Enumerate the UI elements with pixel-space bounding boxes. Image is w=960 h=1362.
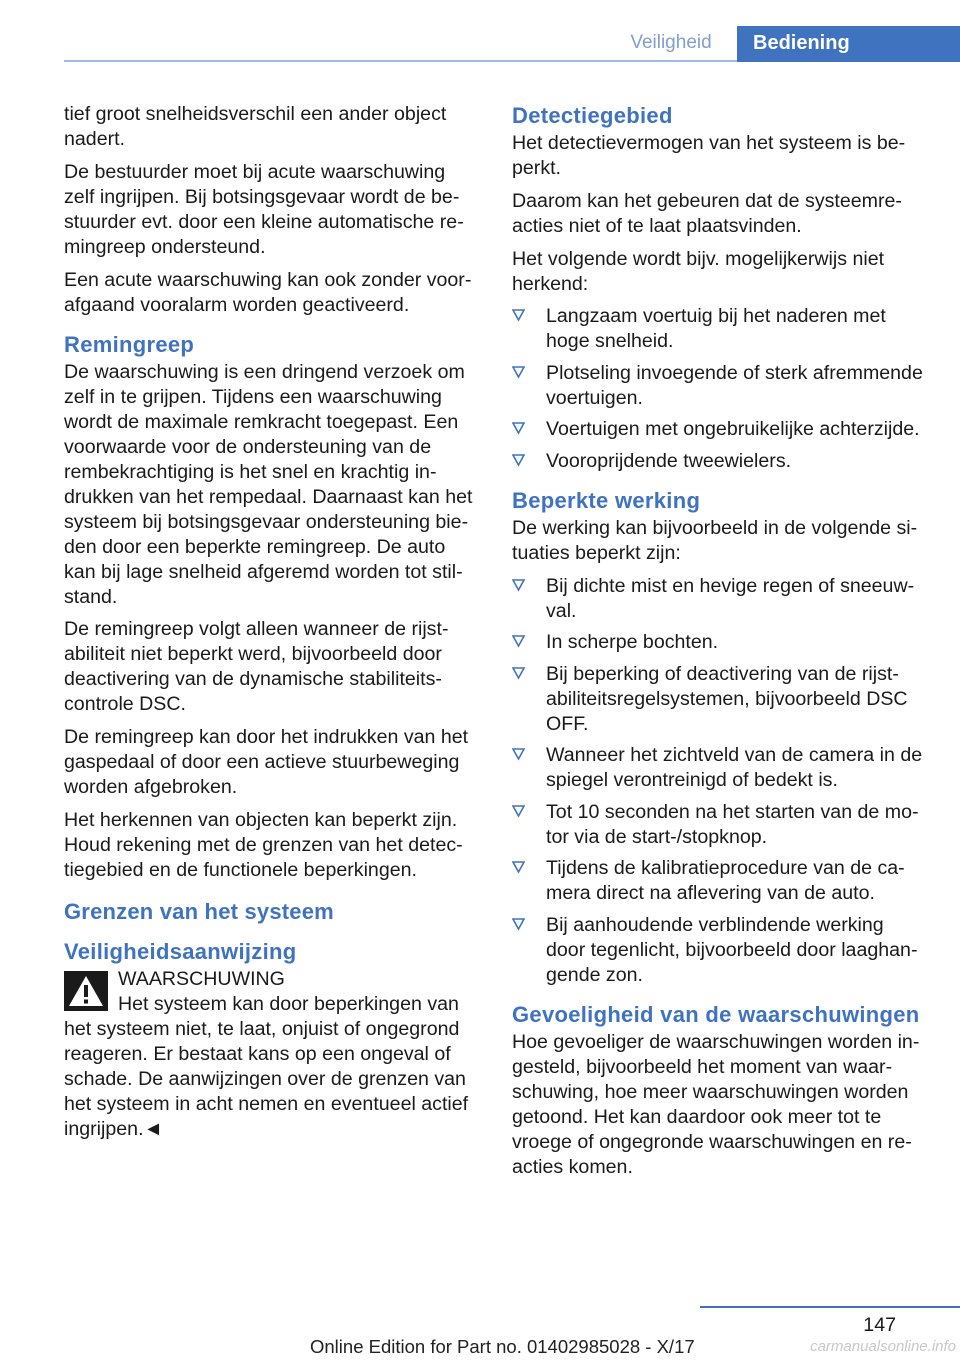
triangle-bullet-icon	[512, 746, 525, 762]
list-item-text: Bij beperking of deactivering van de rijstabiliteitsregelsystemen, bijvoorbeeld DSC OFF.	[546, 662, 908, 735]
list-item-text: Tot 10 seconden na het starten van de motor via de start-/stopknop.	[546, 800, 919, 848]
paragraph: De bestuurder moet bij acute waarschuwing zelf ingrijpen. Bij botsingsgevaar wordt de bestuurder evt. door een kleine automatische remingreep ondersteund.	[64, 160, 464, 258]
triangle-bullet-icon	[512, 665, 525, 681]
paragraph: Het detectievermogen van het systeem is beperkt.	[512, 132, 906, 179]
list-item-text: Wanneer het zichtveld van de camera in de spiegel verontreinigd of bedekt is.	[546, 744, 923, 792]
triangle-bullet-icon	[512, 577, 525, 593]
watermark: carmanualsonline.info	[810, 1338, 956, 1355]
list-item	[512, 743, 928, 793]
list-item	[512, 304, 928, 354]
paragraph: Een acute waarschuwing kan ook zonder voorafgaand vooralarm worden geactiveerd.	[64, 268, 472, 316]
triangle-bullet-icon	[512, 452, 525, 468]
paragraph: De werking kan bijvoorbeeld in de volgende situaties beperkt zijn:	[512, 516, 918, 564]
list-item	[512, 856, 928, 906]
list-item	[512, 417, 928, 442]
paragraph: Hoe gevoeliger de waarschuwingen worden ingesteld, bijvoorbeeld het moment van waarschuwing, hoe meer waarschuwingen worden getoond. Het kan daardoor ook meer tot te vroege of ongegronde waarschuwingen en reacties komen.	[512, 1030, 920, 1178]
list-item	[512, 630, 928, 655]
list-item	[512, 574, 928, 624]
list-item	[512, 913, 928, 988]
list-item-text: Bij aanhoudende verblindende werking door tegenlicht, bijvoorbeeld door laaghangende zon.	[546, 913, 918, 986]
paragraph: De remingreep kan door het indrukken van het gaspedaal of door een actieve stuurbeweging worden afgebroken.	[64, 726, 469, 799]
triangle-bullet-icon	[512, 633, 525, 649]
list-item-text: In scherpe bochten.	[546, 631, 719, 654]
right-column	[512, 102, 928, 1187]
page-number: 147	[863, 1314, 896, 1336]
triangle-bullet-icon	[512, 916, 525, 932]
list-not-detected	[512, 304, 928, 474]
list-item	[512, 662, 928, 737]
triangle-bullet-icon	[512, 859, 525, 875]
list-item-text: Vooroprijdende tweewielers.	[546, 449, 792, 472]
paragraph: De remingreep volgt alleen wanneer de rijstabiliteit niet beperkt werd, bijvoorbeeld door deactivering van de dynamische stabiliteitscontrole DSC.	[64, 618, 449, 716]
list-item-text: Langzaam voertuig bij het naderen met hoge snelheid.	[546, 305, 886, 353]
list-item-text: Plotseling invoegende of sterk afremmende voertuigen.	[546, 361, 923, 409]
warning-text: Het systeem kan door beperkingen van het systeem niet, te laat, onjuist of ongegrond reageren. Er bestaat kans op een ongeval of schade. De aanwijzingen over de grenzen van het systeem in acht nemen en eventueel actief ingrijpen.◄	[64, 992, 469, 1140]
list-limited-function	[512, 574, 928, 988]
page-number-rule	[700, 1306, 960, 1308]
left-column	[64, 102, 480, 1142]
paragraph: tief groot snelheidsverschil een ander object nadert.	[64, 103, 447, 150]
warning-triangle-icon	[64, 971, 108, 1011]
heading-gevoeligheid: Gevoeligheid van de waarschuwingen	[512, 1001, 920, 1027]
list-item	[512, 361, 928, 411]
paragraph: Het herkennen van objecten kan beperkt zijn. Houd rekening met de grenzen van het detectiegebied en de functionele beperkingen.	[64, 808, 463, 881]
list-item-text: Tijdens de kalibratieprocedure van de camera direct na aflevering van de auto.	[546, 857, 905, 905]
paragraph: De waarschuwing is een dringend verzoek om zelf in te grijpen. Tijdens een waarschuwing wordt de maximale remkracht toegepast. Een voorwaarde voor de ondersteuning van de rembekrachtiging is het snel en krachtig indrukken van het rempedaal. Daarnaast kan het systeem bij botsingsgevaar ondersteuning bieden door een beperkte remingreep. De auto kan bij lage snelheid afgeremd worden tot stilstand.	[64, 360, 473, 608]
heading-grenzen: Grenzen van het systeem	[64, 898, 334, 924]
footer-edition: Online Edition for Part no. 01402985028 - X/17	[310, 1336, 695, 1357]
list-item-text: Voertuigen met ongebruikelijke achterzijde.	[546, 418, 920, 441]
triangle-bullet-icon	[512, 364, 525, 380]
heading-veiligheidsaanwijzing: Veiligheidsaanwijzing	[64, 938, 297, 964]
tab-veiligheid[interactable]: Veiligheid	[630, 32, 712, 53]
heading-remingreep: Remingreep	[64, 331, 195, 357]
paragraph: Daarom kan het gebeuren dat de systeemreacties niet of te laat plaatsvinden.	[512, 189, 902, 237]
warning-title: WAARSCHUWING	[118, 967, 285, 990]
tab-bediening[interactable]: Bediening	[737, 26, 960, 62]
warning-block	[64, 967, 480, 1142]
triangle-bullet-icon	[512, 307, 525, 323]
list-item	[512, 449, 928, 474]
paragraph: Het volgende wordt bijv. mogelijkerwijs niet herkend:	[512, 247, 885, 295]
triangle-bullet-icon	[512, 420, 525, 436]
heading-detectiegebied: Detectiegebied	[512, 103, 673, 128]
list-item	[512, 800, 928, 850]
triangle-bullet-icon	[512, 803, 525, 819]
list-item-text: Bij dichte mist en hevige regen of sneeuwval.	[546, 574, 915, 622]
heading-beperkte-werking: Beperkte werking	[512, 487, 701, 513]
